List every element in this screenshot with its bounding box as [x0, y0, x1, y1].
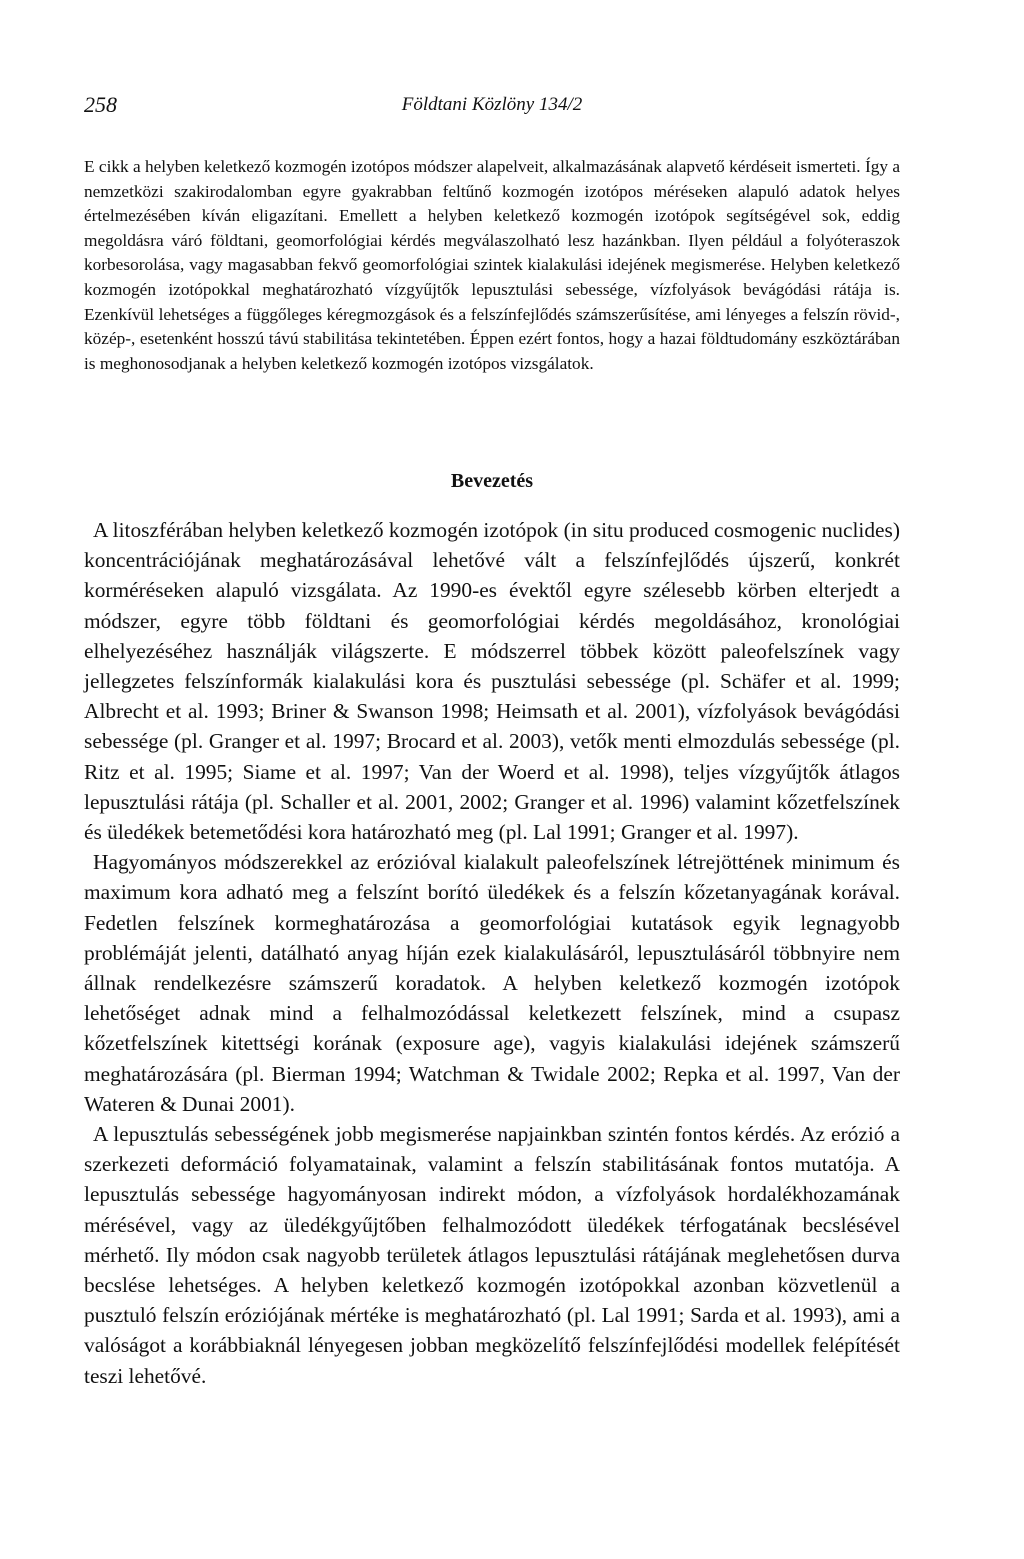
- page-header: [84, 92, 900, 122]
- paragraph-2: Hagyományos módszerekkel az erózióval kialakult paleofelszínek létrejöttének minimum és maximum kora adható meg a felszínt borító üledékek és a felszín kőzetanyagának korával. Fedetlen felszínek kormeghatározása a geomorfológiai kutatások egyik legnagyobb problémáját jelenti, datálható anyag híján ezek kialakulásáról, lepusztulásáról többnyire nem állnak rendelkezésre számszerű koradatok. A helyben keletkező kozmogén izotópok lehetőséget adnak mind a felhalmozódással keletkezett felszínek, mind a csupasz kőzetfelszínek kitettségi korának (exposure age), vagyis kialakulási idejének számszerű meghatározására (pl. Bierman 1994; Watchman & Twidale 2002; Repka et al. 1997, Van der Wateren & Dunai 2001).: [84, 850, 900, 1116]
- page-number: 258: [84, 92, 117, 117]
- paragraph-3: A lepusztulás sebességének jobb megismerése napjainkban szintén fontos kérdés. Az erózió a szerkezeti deformáció folyamatainak, valamint a felszín stabilitásának fontos mutatója. A lepusztulás sebessége hagyományosan indirekt módon, a vízfolyások hordalékhozamának mérésével, vagy az üledékgyűjtőben felhalmozódott üledékek térfogatának becslésével mérhető. Ily módon csak nagyobb területek átlagos lepusztulási rátájának meglehetősen durva becslése lehetséges. A helyben keletkező kozmogén izotópokkal azonban közvetlenül a pusztuló felszín eróziójának mértéke is meghatározható (pl. Lal 1991; Sarda et al. 1993), ami a valóságot a korábbiaknál lényegesen jobban megközelítő felszínfejlődési modellek felépítését teszi lehetővé.: [84, 1122, 900, 1388]
- abstract: E cikk a helyben keletkező kozmogén izotópos módszer alapelveit, alkalmazásának alapvető kérdéseit ismerteti. Így a nemzetközi szakirodalomban egyre gyakrabban feltűnő kozmogén izotópos méréseken alapuló adatok helyes értelmezésében kíván eligazítani. Emellett a helyben keletkező kozmogén izotópok segítségével sok, eddig megoldásra váró földtani, geomorfológiai kérdés megválaszolható lesz hazánkban. Ilyen például a folyóteraszok korbesorolása, vagy magasabban fekvő geomorfológiai szintek kialakulási idejének megismerése. Helyben keletkező kozmogén izotópokkal meghatározható vízgyűjtők lepusztulási sebessége, vízfolyások bevágódási rátája is. Ezenkívül lehetséges a függőleges kéregmozgások és a felszínfejlődés számszerűsítése, ami lényeges a felszín rövid-, közép-, esetenként hosszú távú stabilitása tekintetében. Éppen ezért fontos, hogy a hazai földtudomány eszköztárában is meghonosodjanak a helyben keletkező kozmogén izotópos vizsgálatok.: [84, 157, 900, 373]
- paragraph-1: A litoszférában helyben keletkező kozmogén izotópok (in situ produced cosmogenic nuclides) koncentrációjának meghatározásával lehetővé vált a felszínfejlődés újszerű, konkrét korméréseken alapuló vizsgálata. Az 1990-es évektől egyre szélesebb körben elterjedt a módszer, egyre több földtani és geomorfológiai kérdés megoldásához, kronológiai elhelyezéséhez használják világszerte. E módszerrel többek között paleofelszínek vagy jellegzetes felszínformák kialakulási kora és pusztulási sebessége (pl. Schäfer et al. 1999; Albrecht et al. 1993; Briner & Swanson 1998; Heimsath et al. 2001), vízfolyások bevágódási sebessége (pl. Granger et al. 1997; Brocard et al. 2003), vetők menti elmozdulás sebessége (pl. Ritz et al. 1995; Siame et al. 1997; Van der Woerd et al. 1998), teljes vízgyűjtők átlagos lepusztulási rátája (pl. Schaller et al. 2001, 2002; Granger et al. 1996) valamint kőzetfelszínek és üledékek betemetődési kora határozható meg (pl. Lal 1991; Granger et al. 1997).: [84, 518, 900, 845]
- journal-running-head: Földtani Közlöny 134/2: [401, 94, 583, 115]
- body-text: [84, 515, 900, 1391]
- section-heading: Bevezetés: [450, 470, 534, 492]
